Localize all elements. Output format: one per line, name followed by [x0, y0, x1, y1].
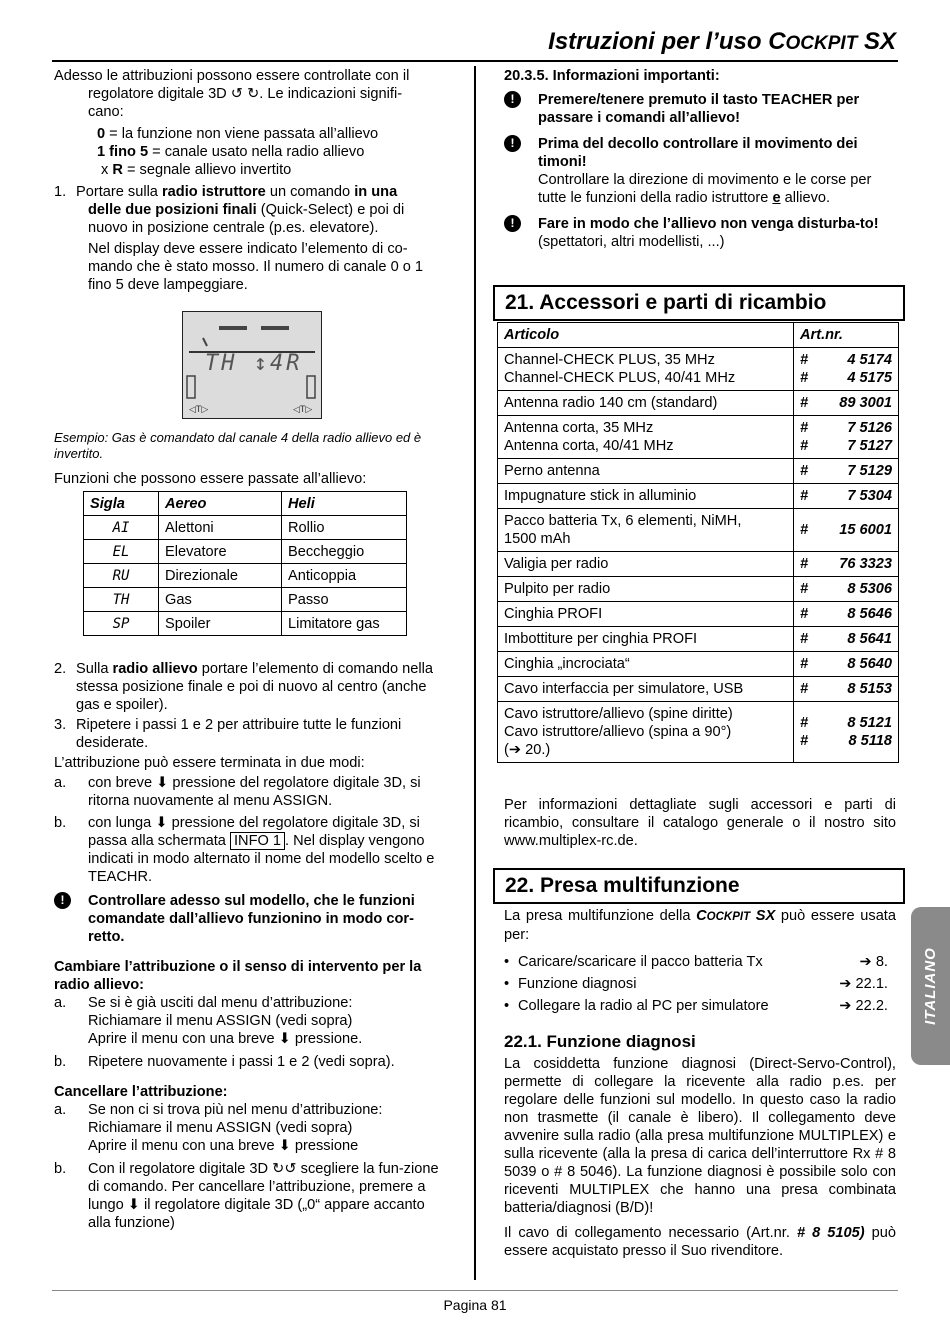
accessory-name-cell — [498, 602, 794, 627]
accessory-number-cell — [794, 459, 899, 484]
accessory-number-cell — [794, 627, 899, 652]
accessories-table-header — [498, 323, 899, 348]
accessory-number-cell — [794, 677, 899, 702]
accessory-name: Impugnature stick in alluminio — [504, 488, 697, 504]
def-x: x R = segnale allievo invertito — [101, 162, 292, 178]
functions-table-header — [84, 492, 407, 516]
accessory-number: # 7 5304 — [800, 488, 892, 504]
accessory-number-cell — [794, 348, 899, 391]
accessory-name: Antenna radio 140 cm (standard) — [504, 395, 718, 411]
accessory-number-cell — [794, 484, 899, 509]
table-row — [498, 677, 899, 702]
right-column-top — [504, 67, 896, 251]
accessories-note: Per informazioni dettagliate sugli accessori e parti di ricambio, consultare il catalogo generale o il nostro sito www.multiplex-rc.de. — [504, 797, 896, 849]
table-row — [498, 627, 899, 652]
header-rule — [52, 60, 898, 62]
header-title-cockpit-c: C — [768, 28, 786, 55]
accessory-number-cell — [794, 391, 899, 416]
left-column-lower — [54, 660, 448, 1232]
step-2: 2. Sulla radio allievo portare l’elemento di comando nella stessa posizione finale e poi di nuovo al centro (anche gas e spoiler). — [54, 661, 433, 713]
language-tab-label: ITALIANO — [921, 947, 939, 1025]
accessory-name: Cinghia „incrociata“ — [504, 656, 630, 672]
accessory-name-cell — [498, 652, 794, 677]
section-22-title: 22. Presa multifunzione — [493, 868, 905, 904]
accessory-name: Pulpito per radio — [504, 581, 611, 597]
th-sigla: Sigla — [84, 492, 159, 516]
termination-intro: L’attribuzione può essere terminata in due modi: — [54, 755, 365, 771]
section-21-title: 21. Accessori e parti di ricambio — [493, 285, 905, 321]
subsection-22-1-title: 22.1. Funzione diagnosi — [504, 1032, 696, 1051]
termination-a: a. con breve ⬇ pressione del regolatore digitale 3D, si ritorna nuovamente al menu ASSIGN. — [54, 775, 421, 809]
table-row — [498, 484, 899, 509]
page-header-title — [548, 27, 896, 59]
accessory-name-cell — [498, 577, 794, 602]
lcd-trim-left-icon: ◁T▷ — [189, 404, 209, 414]
accessory-name-cell — [498, 627, 794, 652]
accessory-name-cell — [498, 509, 794, 552]
change-a: a. Se si è già usciti dal menu d’attribuzione: Richiamare il menu ASSIGN (vedi sopra) Aprire il menu con una breve ⬇ pressione. — [54, 995, 363, 1047]
header-title-text: Istruzioni per l’uso — [548, 28, 769, 55]
table-row — [498, 509, 899, 552]
change-b: b. Ripetere nuovamente i passi 1 e 2 (vedi sopra). — [54, 1054, 395, 1070]
intro-line-2: regolatore digitale 3D ↺ ↻. Le indicazioni signifi- — [88, 86, 403, 102]
accessory-number-cell — [794, 602, 899, 627]
header-title-cockpit-rest: OCKPIT — [785, 33, 858, 54]
cable-paragraph: Il cavo di collegamento necessario (Art.nr. # 8 5105) può essere acquistato presso il Suo rivenditore. — [504, 1225, 896, 1259]
intro-line-1: Adesso le attribuzioni possono essere controllate con il — [54, 68, 410, 84]
accessory-name: Cavo interfaccia per simulatore, USB — [504, 681, 744, 697]
step-1-display-note: Nel display deve essere indicato l’elemento di co-mando che è stato mosso. Il numero di canale 0 o 1 fino 5 deve lampeggiare. — [88, 241, 424, 293]
change-assignment-title: Cambiare l’attribuzione o il senso di intervento per la radio allievo: — [54, 959, 422, 993]
lcd-display-example — [182, 311, 322, 419]
right-column-bottom — [504, 907, 896, 1260]
th-aereo: Aereo — [159, 492, 282, 516]
intro-line-3: cano: — [88, 104, 124, 120]
termination-b: b. con lunga ⬇ pressione del regolatore digitale 3D, si passa alla schermata INFO 1 . Nel display vengono indicati in modo alternato il nome del modello scelto e TEACHR. — [54, 815, 435, 885]
table-row — [498, 552, 899, 577]
accessory-number: # 4 5174 — [800, 352, 892, 368]
warning-check-model: ! Controllare adesso sul modello, che le funzioni comandate dall’allievo funzionino in modo cor-retto. — [54, 892, 448, 946]
multi-socket-intro: La presa multifunzione della COCKPIT SX può essere usata per: — [504, 908, 896, 943]
accessory-number-cell — [794, 652, 899, 677]
table-row — [498, 702, 899, 763]
accessory-number-cell — [794, 702, 899, 763]
functions-table — [83, 491, 407, 636]
warning-icon: ! — [504, 135, 521, 152]
accessory-name: Perno antenna — [504, 463, 600, 479]
accessory-name: Cavo istruttore/allievo (spina a 90°) — [504, 724, 732, 740]
accessory-number: # 8 5306 — [800, 581, 892, 597]
accessory-number: # 15 6001 — [800, 522, 892, 538]
accessory-name-cell — [498, 484, 794, 509]
accessory-number: # 8 5646 — [800, 606, 892, 622]
important-info-title: 20.3.5. Informazioni importanti: — [504, 68, 720, 84]
accessory-name: Cinghia PROFI — [504, 606, 603, 622]
accessory-number-cell — [794, 416, 899, 459]
list-item: • Funzione diagnosi ➔ 22.1. — [504, 976, 888, 992]
table-row — [498, 652, 899, 677]
accessory-name: (➔ 20.) — [504, 742, 551, 758]
accessory-name-cell — [498, 348, 794, 391]
table-row: EL Elevatore Beccheggio — [84, 540, 407, 564]
step-3: 3. Ripetere i passi 1 e 2 per attribuire tutte le funzioni desiderate. — [54, 717, 402, 751]
accessory-number: # 8 5641 — [800, 631, 892, 647]
footer-rule — [52, 1290, 898, 1291]
accessory-name: Cavo istruttore/allievo (spine diritte) — [504, 706, 733, 722]
functions-intro: Funzioni che possono essere passate all’allievo: — [54, 471, 367, 487]
accessory-name: Channel-CHECK PLUS, 40/41 MHz — [504, 370, 736, 386]
warning-icon: ! — [54, 892, 71, 909]
table-row — [498, 416, 899, 459]
accessory-number: # 76 3323 — [800, 556, 892, 572]
accessory-name-cell — [498, 677, 794, 702]
lcd-text: TH ↕4R — [205, 351, 303, 376]
accessory-number: # 7 5129 — [800, 463, 892, 479]
accessory-name-cell — [498, 702, 794, 763]
warning-no-disturbance: ! Fare in modo che l’allievo non venga disturba-to! (spettatori, altri modellisti, ...) — [504, 215, 896, 251]
th-articolo: Articolo — [498, 323, 794, 348]
accessory-number: # 89 3001 — [800, 395, 892, 411]
def-0: 0 = la funzione non viene passata all’allievo — [97, 126, 379, 142]
table-row — [498, 577, 899, 602]
def-1: 1 fino 5 = canale usato nella radio allievo — [97, 144, 365, 160]
table-row: SP Spoiler Limitatore gas — [84, 612, 407, 636]
warning-icon: ! — [504, 91, 521, 108]
accessory-number-cell — [794, 577, 899, 602]
page-number: Pagina 81 — [443, 1297, 507, 1313]
table-row — [498, 602, 899, 627]
step-1: 1. Portare sulla radio istruttore un comando in una delle due posizioni finali (Quick-Select) e poi di nuovo in posizione centrale (p.es. elevatore). Nel display deve essere indicato l’elemento di co-mando che è stato mosso. Il numero di canale 0 o 1 fino 5 deve lampeggiare. — [54, 183, 448, 294]
accessory-name-cell — [498, 552, 794, 577]
accessory-name: Pacco batteria Tx, 6 elementi, NiMH, — [504, 513, 742, 529]
table-row — [498, 459, 899, 484]
accessory-name-cell — [498, 459, 794, 484]
diagnosis-paragraph: La cosiddetta funzione diagnosi (Direct-Servo-Control), permette di collegare la ricevente alla radio p.es. per regolare delle funzioni sul modello. In questo caso la radio non trasmette (il canale è libero). Il collegamento deve avvenire sulla radio (alla presa multifunzione MULTIPLEX) e sulla ricevente (alla la presa di carica dell’interruttore Rx # 8 5039 o # 8 5046). La funzione diagnosi è possibile solo con riceventi MULTIPLEX che hanno una presa combinata batteria/diagnosi (B/D)! — [504, 1056, 896, 1216]
warning-check-rudders: ! Prima del decollo controllare il movimento dei timoni! Controllare la direzione di movimento e le corse per tutte le funzioni della radio istruttore e allievo. — [504, 135, 896, 207]
table-row — [498, 348, 899, 391]
warning-icon: ! — [504, 215, 521, 232]
th-heli: Heli — [282, 492, 407, 516]
accessory-number: # 8 5153 — [800, 681, 892, 697]
table-row — [498, 391, 899, 416]
language-tab — [911, 907, 950, 1065]
warning-teacher-button: ! Premere/tenere premuto il tasto TEACHER per passare i comandi all’allievo! — [504, 91, 896, 127]
accessory-name: Antenna corta, 35 MHz — [504, 420, 654, 436]
accessory-name-cell — [498, 416, 794, 459]
accessory-number: # 8 5118 — [800, 733, 892, 749]
accessory-number: # 8 5121 — [800, 715, 892, 731]
accessory-number-cell — [794, 509, 899, 552]
column-divider — [474, 66, 476, 1280]
accessory-name-cell — [498, 391, 794, 416]
lcd-caption: Esempio: Gas è comandato dal canale 4 della radio allievo ed è invertito. — [54, 430, 422, 461]
accessory-number: # 4 5175 — [800, 370, 892, 386]
list-item: • Caricare/scaricare il pacco batteria Tx ➔ 8. — [504, 954, 888, 970]
accessory-name: Valigia per radio — [504, 556, 609, 572]
lcd-trim-right-icon: ◁T▷ — [293, 404, 313, 414]
accessory-name: Antenna corta, 40/41 MHz — [504, 438, 674, 454]
delete-assignment-title: Cancellare l’attribuzione: — [54, 1084, 228, 1100]
table-row: TH Gas Passo — [84, 588, 407, 612]
delete-b: b. Con il regolatore digitale 3D ↻↺ scegliere la fun-zione di comando. Per cancellare l’attribuzione, premere a lungo ⬇ il regolatore digitale 3D („0“ appare accanto alla funzione) — [54, 1161, 439, 1231]
accessory-name: Channel-CHECK PLUS, 35 MHz — [504, 352, 715, 368]
accessory-name: Imbottiture per cinghia PROFI — [504, 631, 698, 647]
accessory-number-cell — [794, 552, 899, 577]
accessory-number: # 7 5127 — [800, 438, 892, 454]
list-item: • Collegare la radio al PC per simulatore ➔ 22.2. — [504, 998, 888, 1014]
accessory-number: # 8 5640 — [800, 656, 892, 672]
accessory-name: 1500 mAh — [504, 531, 571, 547]
header-title-sx: SX — [857, 28, 896, 55]
info-1-screen-label: INFO 1 — [230, 832, 285, 850]
table-row: RU Direzionale Anticoppia — [84, 564, 407, 588]
multi-socket-uses — [504, 953, 888, 1015]
left-column — [54, 67, 448, 294]
definitions — [54, 125, 448, 179]
th-art-nr: Art.nr. — [794, 323, 899, 348]
accessory-number: # 7 5126 — [800, 420, 892, 436]
accessories-table — [497, 322, 899, 763]
delete-a: a. Se non ci si trova più nel menu d’attribuzione: Richiamare il menu ASSIGN (vedi sopra) Aprire il menu con una breve ⬇ pressione — [54, 1102, 383, 1154]
table-row: AI Alettoni Rollio — [84, 516, 407, 540]
